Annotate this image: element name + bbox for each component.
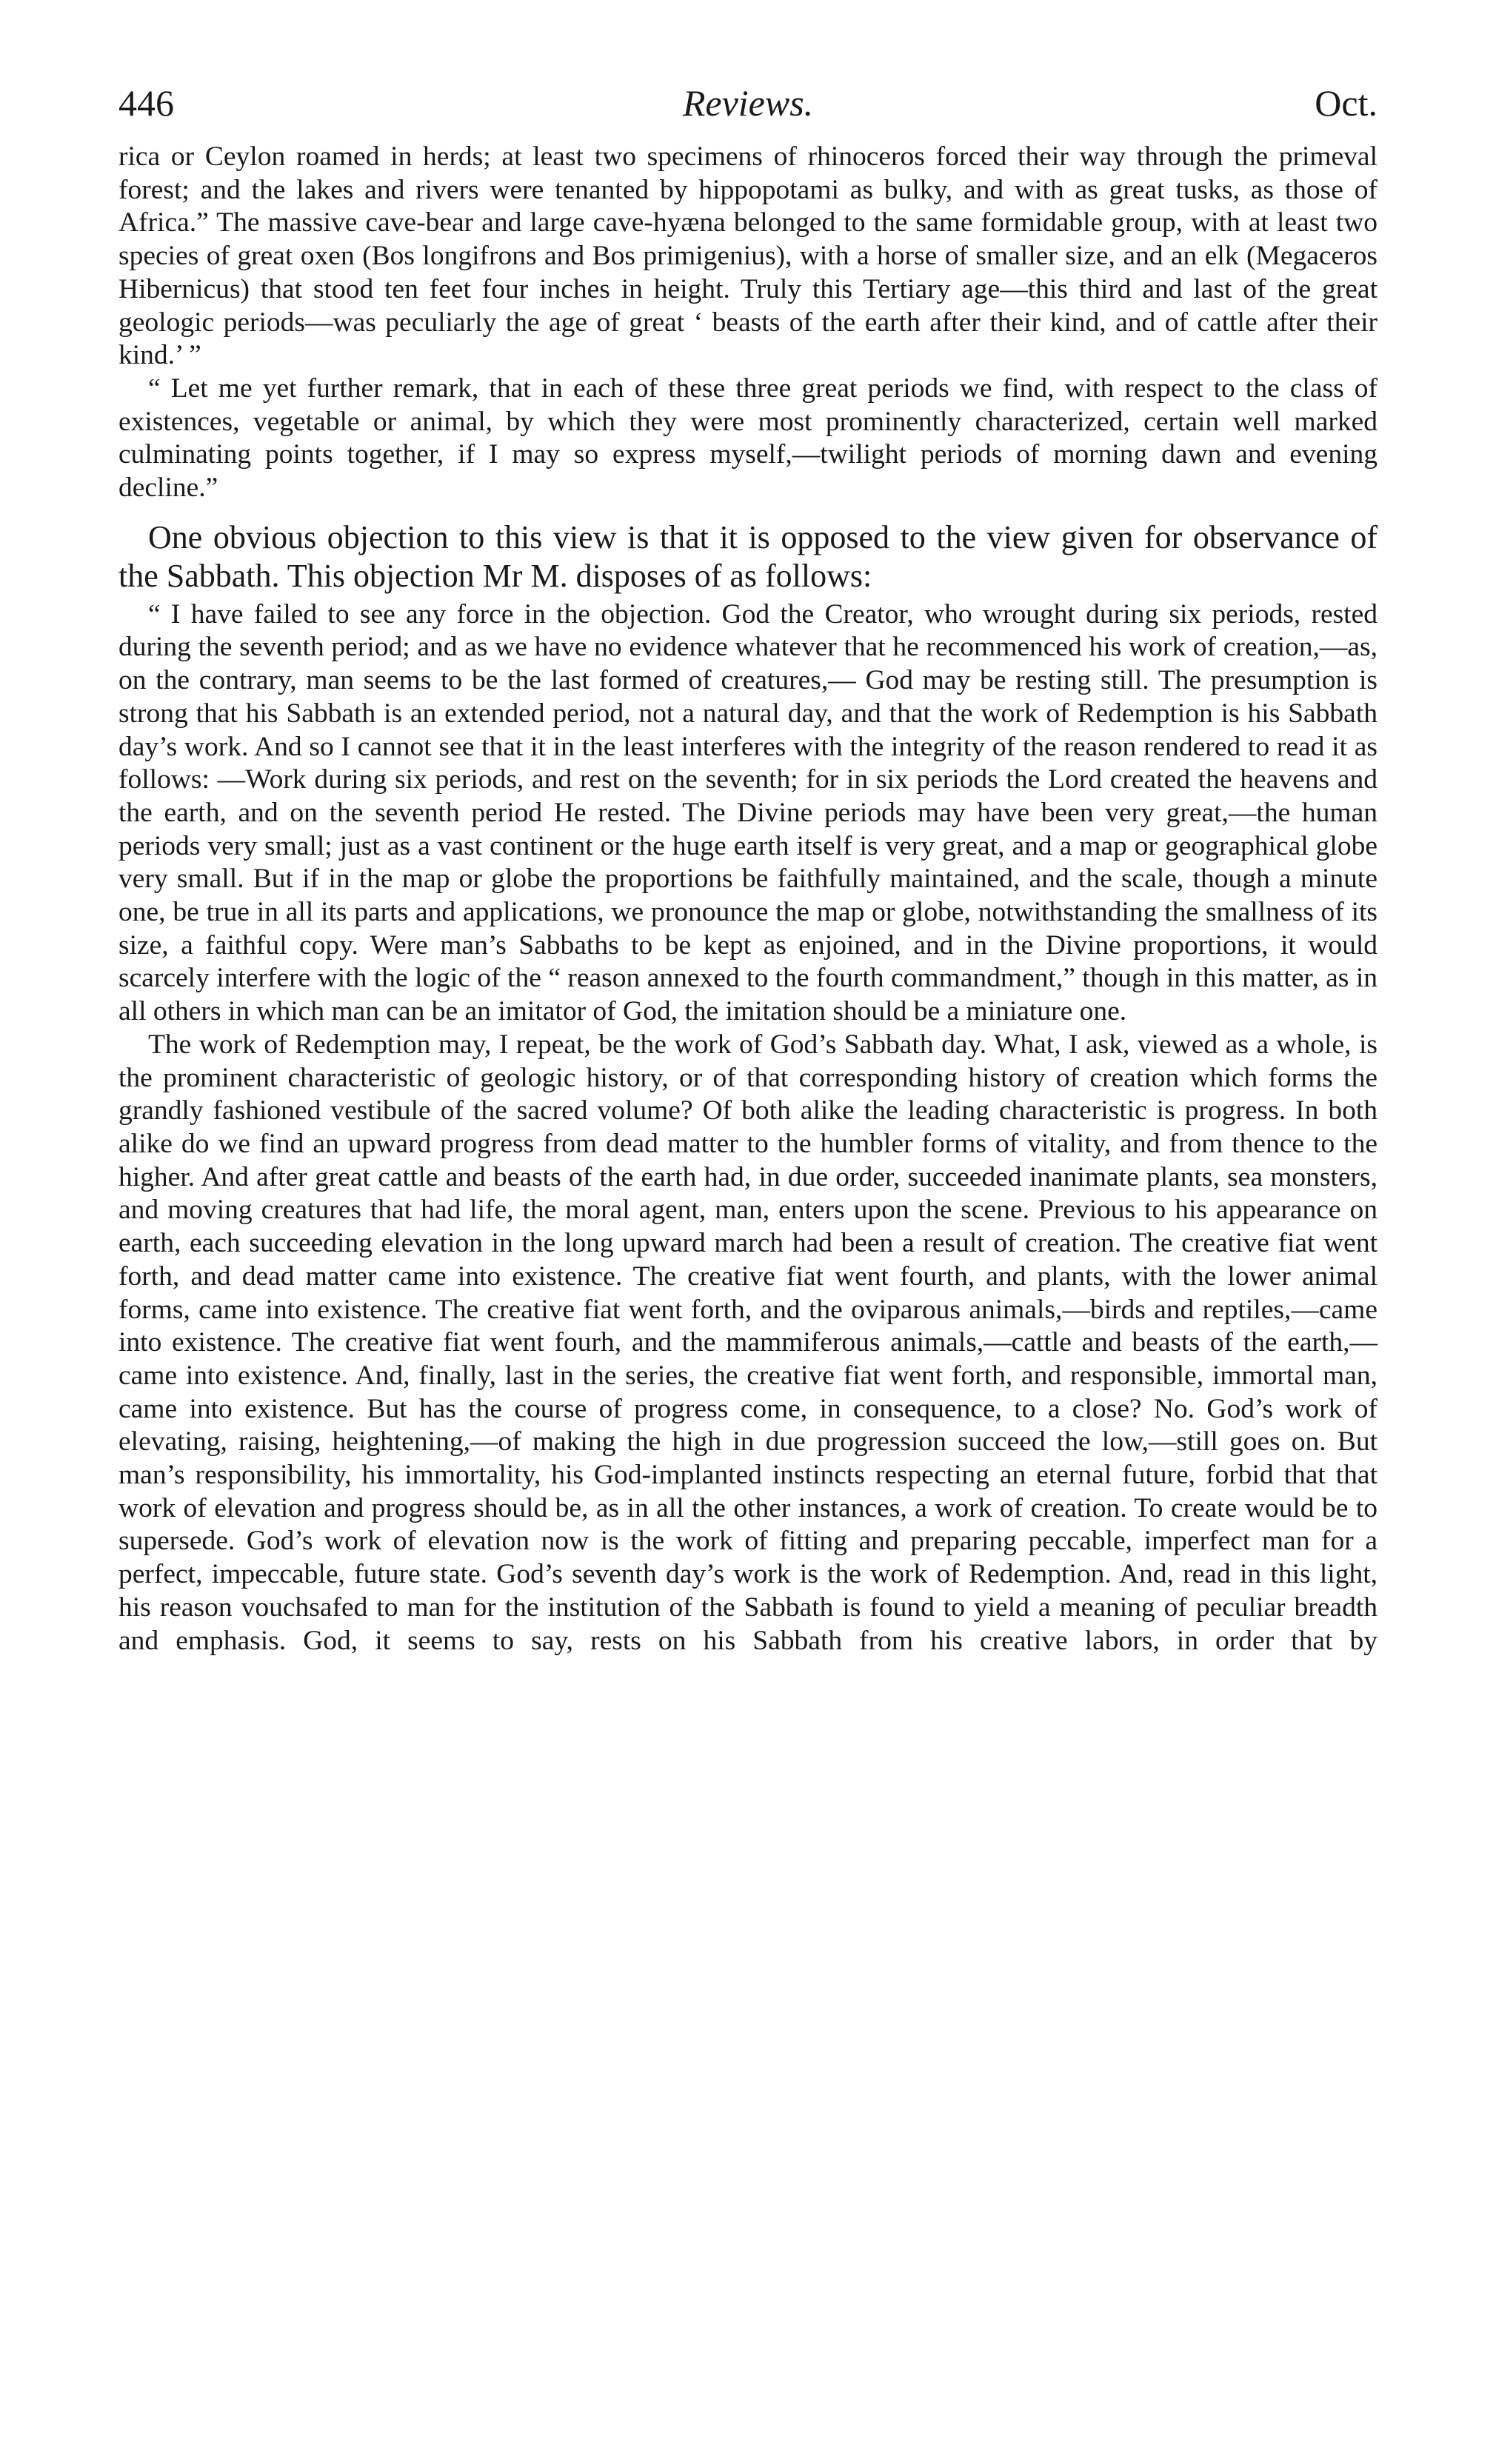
page-number: 446 [118, 82, 174, 124]
quote-paragraph-2: “ Let me yet further remark, that in each of these three great periods we find, with respect to the class of existences, vegetable or animal, by which they were most prominently characterized, certain well marked culminating points together, if I may so express myself,—twilight periods of morning dawn and evening decline.” [118, 373, 1378, 504]
quote-paragraph-1: rica or Ceylon roamed in herds; at least two specimens of rhinoceros forced their way through the primeval forest; and the lakes and rivers were tenanted by hippopotami as bulky, and with as great tusks, as those of Africa.” The massive cave-bear and large cave-hyæna belonged to the same formidable group, with at least two species of great oxen (Bos longifrons and Bos primigenius), with a horse of smaller size, and an elk (Megaceros Hibernicus) that stood ten feet four inches in height. Truly this Tertiary age—this third and last of the great geologic periods—was peculiarly the age of great ‘ beasts of the earth after their kind, and of cattle after their kind.’ ” [118, 141, 1378, 371]
quote-paragraph-4: The work of Redemption may, I repeat, be the work of God’s Sabbath day. What, I ask, viewed as a whole, is the prominent characteristic of geologic history, or of that corresponding history of creation which forms the grandly fashioned vestibule of the sacred volume? Of both alike the leading characteristic is progress. In both alike do we find an upward progress from dead matter to the humbler forms of vitality, and from thence to the higher. And after great cattle and beasts of the earth had, in due order, succeeded inanimate plants, sea monsters, and moving creatures that had life, the moral agent, man, enters upon the scene. Previous to his appearance on earth, each succeeding elevation in the long upward march had been a result of creation. The creative fiat went forth, and dead matter came into existence. The creative fiat went fourth, and plants, with the lower animal forms, came into existence. The creative fiat went forth, and the oviparous animals,—birds and reptiles,—came into existence. The creative fiat went fourh, and the mammiferous animals,—cattle and beasts of the earth,—came into existence. And, finally, last in the series, the creative fiat went forth, and responsible, immortal man, came into existence. But has the course of progress come, in consequence, to a close? No. God’s work of elevating, raising, heightening,—of making the high in due progression succeed the low,—still goes on. But man’s responsibility, his immortality, his God-implanted instincts respecting an eternal future, forbid that that work of elevation and progress should be, as in all the other instances, a work of creation. To create would be to supersede. God’s work of elevation now is the work of fitting and preparing peccable, imperfect man for a perfect, impeccable, future state. God’s seventh day’s work is the work of Redemption. And, read in this light, his reason vouchsafed to man for the institution of the Sabbath is found to yield a meaning of peculiar breadth and emphasis. God, it seems to say, rests on his Sabbath from his creative labors, in order that by [118, 1029, 1378, 1656]
body-paragraph: One obvious objection to this view is that it is opposed to the view given for observance of the Sabbath. This objection Mr M. disposes of as follows: [118, 518, 1378, 594]
page-header [118, 81, 1378, 141]
page [118, 81, 1378, 1657]
header-month: Oct. [1315, 82, 1378, 124]
quote-paragraph-3: “ I have failed to see any force in the objection. God the Creator, who wrought during six periods, rested during the seventh period; and as we have no evidence whatever that he recommenced his work of creation,—as, on the contrary, man seems to be the last formed of creatures,— God may be resting still. The presumption is strong that his Sabbath is an extended period, not a natural day, and that the work of Redemption is his Sabbath day’s work. And so I cannot see that it in the least interferes with the integrity of the reason rendered to read it as follows: —Work during six periods, and rest on the seventh; for in six periods the Lord created the heavens and the earth, and on the seventh period He rested. The Divine periods may have been very great,—the human periods very small; just as a vast continent or the huge earth itself is very great, and a map or geographical globe very small. But if in the map or globe the proportions be faithfully maintained, and the scale, though a minute one, be true in all its parts and applications, we pronounce the map or globe, notwithstanding the smallness of its size, a faithful copy. Were man’s Sabbaths to be kept as enjoined, and in the Divine proportions, it would scarcely interfere with the logic of the “ reason annexed to the fourth commandment,” though in this matter, as in all others in which man can be an imitator of God, the imitation should be a miniature one. [118, 598, 1378, 1027]
running-title: Reviews. [682, 82, 814, 124]
